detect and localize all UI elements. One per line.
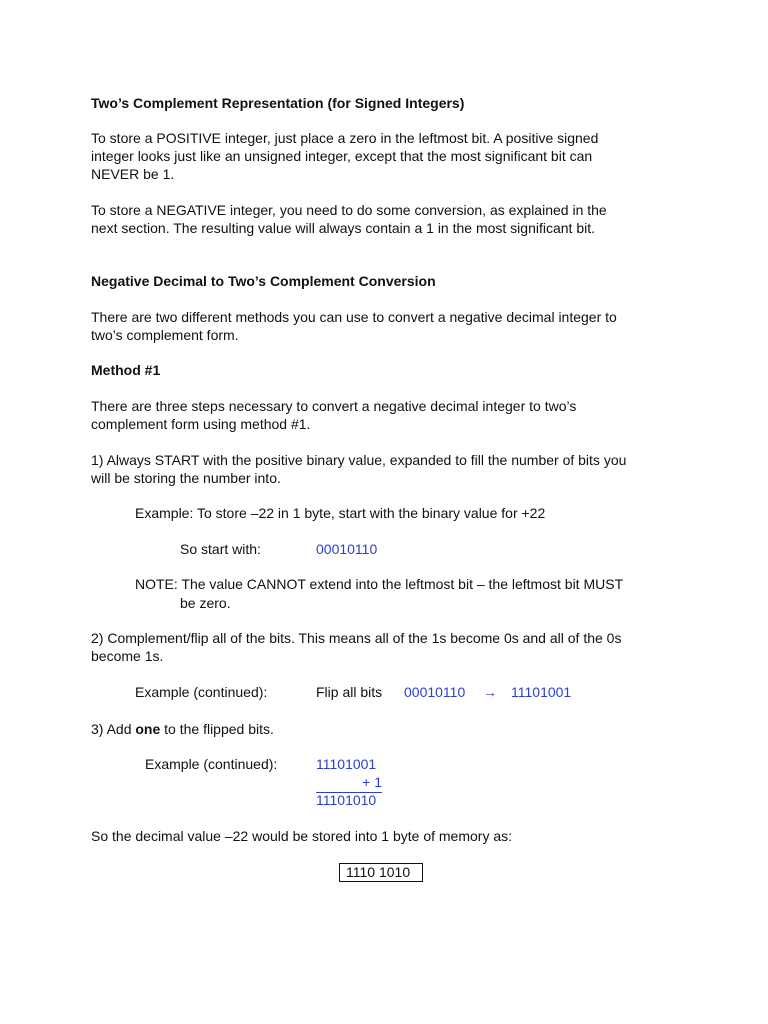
- step3-suffix: to the flipped bits.: [160, 721, 274, 737]
- step1-line1: 1) Always START with the positive binary value, expanded to fill the number of bits you: [91, 452, 627, 468]
- paragraph-positive-line2: integer looks just like an unsigned integer, except that the most significant bit can: [91, 148, 593, 164]
- section-heading-method1: Method #1: [91, 362, 161, 378]
- paragraph-methods-line1: There are two different methods you can use to convert a negative decimal integer to: [91, 309, 617, 325]
- paragraph-positive-line3: NEVER be 1.: [91, 166, 175, 182]
- result-byte-box: 1110 1010: [339, 863, 423, 882]
- example2-from-value: 00010110: [404, 684, 466, 700]
- right-arrow-icon: →: [483, 684, 497, 700]
- example2-to-value: 11101001: [511, 684, 572, 700]
- step3-bold-word: one: [135, 721, 161, 737]
- start-with-label: So start with:: [180, 541, 261, 557]
- paragraph-negative-line2: next section. The resulting value will always contain a 1 in the most significant bit.: [91, 220, 595, 236]
- start-binary-value: 00010110: [316, 541, 378, 557]
- step1-line2: will be storing the number into.: [91, 470, 281, 486]
- example1-text: Example: To store –22 in 1 byte, start with the binary value for +22: [135, 505, 546, 521]
- step2-line1: 2) Complement/flip all of the bits. This means all of the 1s become 0s and all of the 0s: [91, 630, 622, 646]
- addition-result: 11101010: [316, 792, 377, 808]
- step3-prefix: 3) Add: [91, 721, 136, 737]
- note-line2: be zero.: [180, 595, 231, 611]
- section-heading-twos-complement: Two’s Complement Representation (for Signed Integers): [91, 95, 465, 111]
- example3-label: Example (continued):: [145, 756, 278, 772]
- addition-plus-one: + 1: [316, 773, 382, 793]
- step3-text: [91, 720, 274, 738]
- paragraph-positive-line1: To store a POSITIVE integer, just place a zero in the leftmost bit. A positive signed: [91, 130, 599, 146]
- paragraph-methods-line2: two’s complement form.: [91, 327, 239, 343]
- paragraph-negative-line1: To store a NEGATIVE integer, you need to do some conversion, as explained in the: [91, 202, 607, 218]
- addition-operand: 11101001: [316, 756, 377, 772]
- note-line1: NOTE: The value CANNOT extend into the leftmost bit – the leftmost bit MUST: [135, 576, 624, 592]
- step2-line2: become 1s.: [91, 648, 164, 664]
- paragraph-steps-line1: There are three steps necessary to convert a negative decimal integer to two’s: [91, 398, 577, 414]
- section-heading-conversion: Negative Decimal to Two’s Complement Conversion: [91, 273, 436, 289]
- example2-label: Example (continued):: [135, 684, 268, 700]
- conclusion-text: So the decimal value –22 would be stored into 1 byte of memory as:: [91, 828, 513, 844]
- paragraph-steps-line2: complement form using method #1.: [91, 416, 311, 432]
- example2-action: Flip all bits: [316, 684, 383, 700]
